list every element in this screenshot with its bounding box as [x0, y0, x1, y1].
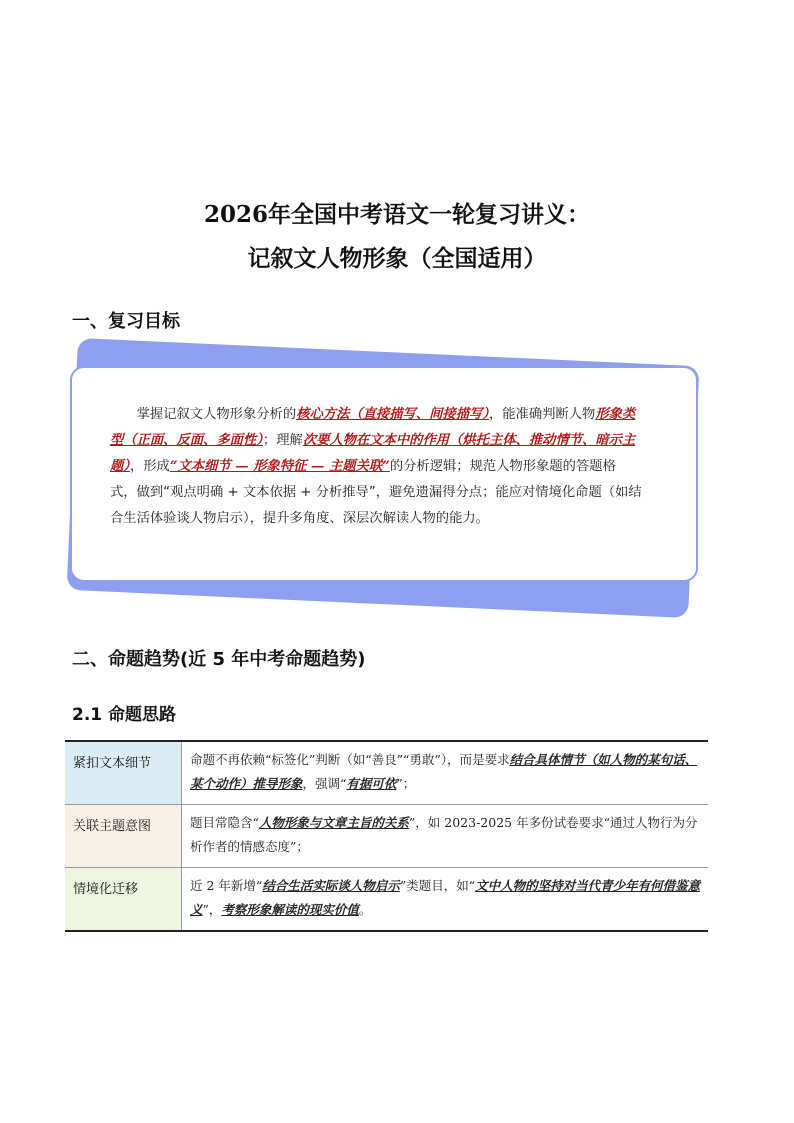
desc-part: ”； [396, 776, 416, 791]
desc-emphasis: 结合生活实际谈人物启示 [262, 878, 400, 893]
obj-emphasis-minor-role: 次要人物在文本中的作用（烘托主体、推动情节、暗示主题） [110, 433, 636, 474]
row-label: 关联主题意图 [65, 805, 182, 868]
page-title-line1: 2026年全国中考语文一轮复习讲义： [203, 201, 590, 228]
obj-text-part: ，能准确判断人物 [488, 407, 596, 422]
obj-text-part: ，形成 [129, 459, 170, 474]
row-label: 情境化迁移 [65, 868, 182, 932]
row-label: 紧扣文本细节 [65, 741, 182, 805]
desc-emphasis: 结合具体情节（如人物的某句话、某个动作）推导形象 [190, 752, 698, 791]
page-title-line2: 记叙文人物形象（全国适用） [247, 245, 547, 272]
obj-text-part: ；理解 [262, 433, 303, 448]
obj-text-part: 掌握记叙文人物形象分析的 [136, 407, 297, 422]
desc-emphasis: 有据可依 [346, 776, 397, 791]
desc-emphasis: 考察形象解读的现实价值 [221, 902, 359, 917]
section1-heading: 一、复习目标 [72, 311, 180, 332]
obj-emphasis-logic-chain: “文本细节 — 形象特征 — 主题关联” [169, 459, 390, 474]
desc-part: 题目常隐含“ [190, 815, 259, 830]
desc-part: ”，如 2023-2025 年多份试卷要求“通过人物行为分析作者的情感态度”； [190, 815, 698, 854]
desc-part: 命题不再依赖“标签化”判断（如“善良”“勇敢”），而是要求 [190, 752, 510, 767]
obj-emphasis-image-type: 形象类型（正面、反面、多面性） [110, 407, 636, 448]
obj-text-part: 的分析逻辑；规范人物形象题的答题格式，做到“观点明确 + 文本依据 + 分析推导”，避免遗漏得分点；能应对情境化命题（如结合生活体验谈人物启示），提升多角度、深层次解读人物的能力。 [110, 459, 642, 526]
table-row [65, 741, 708, 805]
desc-emphasis: 文中人物的坚持对当代青少年有何借鉴意义 [190, 878, 701, 917]
desc-part: ”， [202, 902, 222, 917]
row-description [182, 741, 709, 805]
desc-emphasis: 人物形象与文章主旨的关系 [258, 815, 409, 830]
trend-table [65, 740, 708, 932]
row-description [182, 805, 709, 868]
obj-emphasis-core-method: 核心方法（直接描写、间接描写） [296, 407, 489, 422]
desc-part: ，强调“ [302, 776, 347, 791]
desc-part: ”类题目，如“ [399, 878, 476, 893]
row-description [182, 868, 709, 932]
objectives-box [70, 366, 698, 582]
desc-part: 近 2 年新增“ [190, 878, 263, 893]
desc-part: 。 [358, 902, 372, 917]
table-row [65, 805, 708, 868]
section2-heading: 二、命题趋势(近 5 年中考命题趋势) [72, 649, 366, 670]
table-row [65, 868, 708, 932]
section2-1-heading: 2.1 命题思路 [72, 705, 177, 725]
objectives-text [110, 402, 642, 532]
